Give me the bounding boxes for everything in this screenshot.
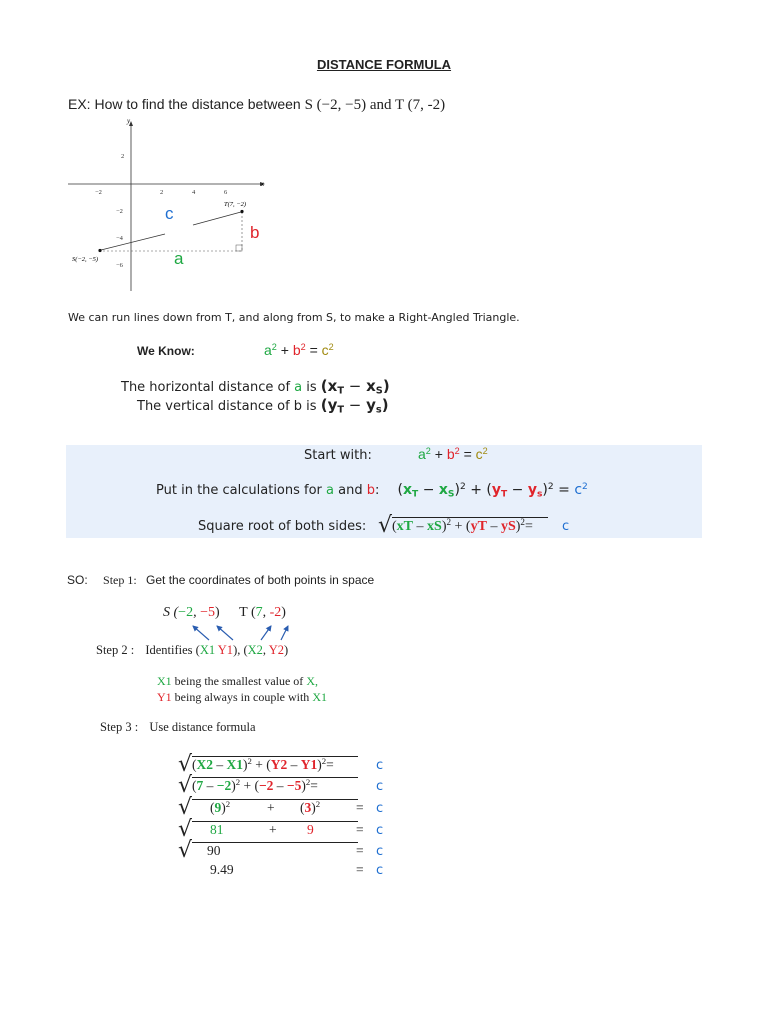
var-y: y — [491, 482, 501, 498]
step-3-text: Use distance formula — [149, 720, 256, 734]
three-value: 3 — [304, 800, 312, 815]
subscript-t: T — [337, 385, 344, 397]
y1-label: Y1 — [217, 643, 234, 657]
exponent: 2 — [582, 482, 588, 492]
close-paren: ) — [281, 605, 286, 620]
page-title: DISTANCE FORMULA — [316, 57, 452, 72]
term-a: a — [294, 380, 303, 395]
sqrt-expression: (xT – xS)$^2$ + (yT – yS)$^2$= — [392, 517, 533, 534]
x1-term: X1 — [157, 674, 172, 688]
eighty-one-value: 81 — [210, 822, 224, 837]
term-xt: xT — [396, 519, 414, 534]
point-s — [98, 249, 101, 252]
var-y: y — [366, 396, 376, 414]
exponent: 2 — [271, 342, 277, 352]
arrow-icon — [217, 626, 233, 640]
x1-term: X1 — [312, 690, 327, 704]
close-paren: ) — [284, 643, 289, 657]
step-2-line: Step 2 : Identifies (X1 Y1), (X2, Y2) — [96, 643, 289, 657]
exponent: 2 — [247, 756, 252, 767]
point-coordinates — [163, 605, 286, 621]
term-c: c — [475, 446, 483, 462]
y1-term: Y1 — [300, 757, 318, 772]
term-a: a — [326, 483, 335, 498]
x2-label: X2 — [247, 643, 263, 657]
start-equation — [418, 446, 488, 462]
exponent: 2 — [328, 342, 334, 352]
example-statement — [68, 96, 445, 114]
pythagoras-equation — [264, 342, 334, 358]
y1-note-text: being always in couple with — [171, 690, 313, 704]
exponent: 2 — [446, 517, 452, 527]
minus-sign: − — [507, 482, 528, 498]
side-a-label: a — [174, 249, 184, 268]
plus-sign: + — [465, 482, 487, 498]
vertical-prefix: The vertical distance of b is — [137, 399, 321, 414]
exponent: 2 — [300, 342, 306, 352]
term-b: b — [292, 342, 301, 358]
equals-sign: = — [356, 822, 364, 837]
step-1-line — [67, 573, 374, 588]
open-paren: ( — [486, 482, 492, 498]
y-tick-label: −4 — [116, 235, 123, 242]
open-paren: ( — [320, 377, 328, 395]
exponent: 2 — [459, 482, 466, 492]
hypotenuse-segment-2 — [193, 212, 241, 225]
close-paren: ) — [542, 482, 548, 498]
expanded-equation — [398, 482, 588, 498]
x-axis-label: x — [261, 180, 265, 188]
close-paren: ) — [381, 396, 389, 414]
y2-label: Y2 — [268, 643, 284, 657]
vertical-distance-line — [137, 396, 389, 414]
x1-term: X1 — [226, 757, 243, 772]
x1-value: −2 — [216, 778, 232, 793]
y1-term: Y1 — [157, 690, 172, 704]
colon: : — [375, 483, 380, 498]
exponent: 2 — [425, 446, 431, 456]
equals-sign: = — [356, 843, 364, 858]
point-t — [240, 210, 243, 213]
y1-value: −5 — [286, 778, 302, 793]
final-value: 9.49 — [210, 862, 234, 877]
y1-note — [157, 690, 327, 705]
term-a: a — [264, 342, 272, 358]
square-root-line — [198, 519, 366, 534]
y-tick-label: −6 — [116, 262, 123, 269]
result-c: c — [376, 844, 384, 859]
square-root-label: Square root of both sides: — [198, 519, 367, 534]
y2-value: −2 — [258, 778, 274, 793]
x2-term: X2 — [196, 757, 213, 772]
t-prefix: T ( — [239, 605, 256, 620]
formula-line-1: (X2 – X1)$^2$ + (Y2 – Y1)$^2$= — [192, 756, 334, 772]
subscript-t: T — [337, 404, 344, 416]
t-x-value: 7 — [255, 605, 263, 620]
point-t-label: T(7, −2) — [224, 201, 247, 208]
plus-sign: + — [269, 822, 277, 837]
term-c: c — [321, 342, 329, 358]
result-c: c — [376, 801, 384, 816]
comma: , — [262, 605, 270, 620]
term-c: c — [574, 482, 583, 498]
step-1-text: Get the coordinates of both points in space — [146, 573, 375, 587]
step-2-label: Step 2 : — [96, 643, 135, 657]
plus-sign: + — [430, 446, 447, 462]
x-tick-label: −2 — [95, 189, 102, 196]
equals-sign: = — [553, 482, 575, 498]
subscript-t: T — [412, 489, 419, 500]
example-t-point: T (7, -2) — [395, 97, 446, 113]
formula-line-2: $(7 - -2)^2 + (-2 - -5)^2=$ — [192, 777, 318, 793]
mapping-arrows — [185, 622, 305, 644]
right-angle-marker — [236, 245, 242, 251]
equals-sign: = — [305, 342, 322, 358]
x1-note — [157, 674, 318, 689]
var-y: y — [527, 482, 537, 498]
x-term: X, — [306, 674, 318, 688]
formula-line-3b: $(3)^2$ — [300, 799, 321, 815]
exponent: 2 — [547, 482, 554, 492]
close-paren: ) — [454, 482, 460, 498]
term-ys: yS — [500, 519, 516, 534]
close-paren: ) — [382, 377, 390, 395]
exponent: 2 — [305, 777, 311, 788]
nine-value: 9 — [214, 800, 222, 815]
comma: , — [193, 605, 201, 620]
horizontal-distance-line — [121, 377, 390, 395]
start-with-label: Start with: — [304, 448, 372, 463]
separator: ), ( — [233, 643, 248, 657]
is-word: is — [302, 380, 321, 395]
step-3-line — [100, 720, 256, 735]
side-c-label: c — [165, 204, 174, 223]
s-y-value: −5 — [200, 605, 215, 620]
example-s-point: S (−2, −5) — [304, 97, 367, 113]
coordinate-graph — [64, 115, 274, 295]
exponent: 2 — [235, 777, 241, 788]
arrow-icon — [193, 626, 209, 640]
s-prefix: S ( — [163, 605, 179, 620]
point-s-label: S(−2, −5) — [72, 256, 99, 263]
radical-icon: √ — [378, 513, 393, 538]
minus-sign: − — [344, 377, 367, 395]
ninety-value: 90 — [207, 843, 221, 858]
radical-icon: √ — [178, 817, 193, 842]
term-b: b — [446, 446, 455, 462]
plus-sign: + — [276, 342, 293, 358]
exponent: 2 — [520, 517, 525, 527]
hypotenuse-segment-1 — [101, 234, 165, 250]
x1-label: X1 — [199, 643, 216, 657]
equals-sign: = — [356, 862, 364, 877]
exponent: 2 — [482, 446, 488, 456]
term-xs: xS — [427, 519, 442, 534]
put-prefix: Put in the calculations for — [156, 483, 327, 498]
x1-note-text: being the smallest value of — [171, 674, 307, 688]
y-tick-label: 2 — [121, 153, 125, 160]
equals-sign: = — [459, 446, 476, 462]
horizontal-prefix: The horizontal distance of — [121, 380, 295, 395]
term-a: a — [418, 446, 426, 462]
put-in-calculations-line — [156, 482, 588, 498]
radical-icon: √ — [178, 752, 193, 777]
y-tick-label: −2 — [116, 208, 123, 215]
open-paren: ( — [397, 482, 404, 498]
equals-sign: = — [356, 800, 364, 815]
var-x: x — [438, 482, 448, 498]
radical-icon: √ — [178, 838, 193, 863]
step-1-label: Step 1: — [103, 573, 137, 587]
var-x: x — [403, 482, 413, 498]
var-x: x — [327, 377, 338, 395]
subscript-s: S — [375, 385, 383, 397]
we-know-label: We Know: — [137, 344, 195, 358]
nine-value: 9 — [307, 822, 314, 837]
example-prefix: EX: How to find the distance between — [68, 96, 305, 112]
side-b-label: b — [250, 223, 260, 242]
radical-icon: √ — [178, 795, 193, 820]
so-label: SO: — [67, 573, 88, 587]
s-x-value: −2 — [178, 605, 194, 620]
open-paren: ( — [320, 396, 328, 414]
x-tick-label: 4 — [192, 189, 196, 196]
subscript-t: T — [501, 489, 508, 500]
arrow-icon — [281, 626, 288, 640]
x2-value: 7 — [196, 778, 204, 793]
result-c: c — [376, 758, 384, 773]
formula-line-3a: $(9)^2$ — [210, 799, 231, 815]
example-and: and — [366, 97, 395, 113]
radical-icon: √ — [178, 773, 193, 798]
x-tick-label: 2 — [160, 189, 164, 196]
t-y-value: -2 — [269, 605, 282, 620]
subscript-s: s — [375, 404, 382, 416]
exponent: 2 — [315, 799, 321, 810]
exponent: 2 — [321, 756, 327, 767]
subscript-s: s — [536, 489, 543, 500]
sqrt-result-c: c — [562, 519, 570, 534]
y-axis-label: y — [127, 117, 131, 125]
y2-term: Y2 — [270, 757, 288, 772]
result-c: c — [376, 823, 384, 838]
result-c: c — [376, 779, 384, 794]
minus-sign: − — [344, 396, 367, 414]
term-b: b — [366, 483, 376, 498]
exponent: 2 — [454, 446, 460, 456]
plus-sign: + — [267, 800, 275, 815]
var-y: y — [327, 396, 338, 414]
step-2-text: Identifies ( — [145, 643, 200, 657]
var-x: x — [366, 377, 376, 395]
x-tick-label: 6 — [224, 189, 228, 196]
subscript-s: S — [447, 489, 455, 500]
result-c: c — [376, 863, 384, 878]
term-yt: yT — [470, 519, 487, 534]
minus-sign: − — [418, 482, 439, 498]
step-3-label: Step 3 : — [100, 720, 139, 734]
close-paren: ) — [214, 605, 220, 620]
intro-text: We can run lines down from T, and along from S, to make a Right-Angled Triangle. — [68, 311, 520, 324]
arrow-icon — [261, 626, 271, 640]
and-word: and — [334, 483, 367, 498]
exponent: 2 — [225, 799, 231, 810]
